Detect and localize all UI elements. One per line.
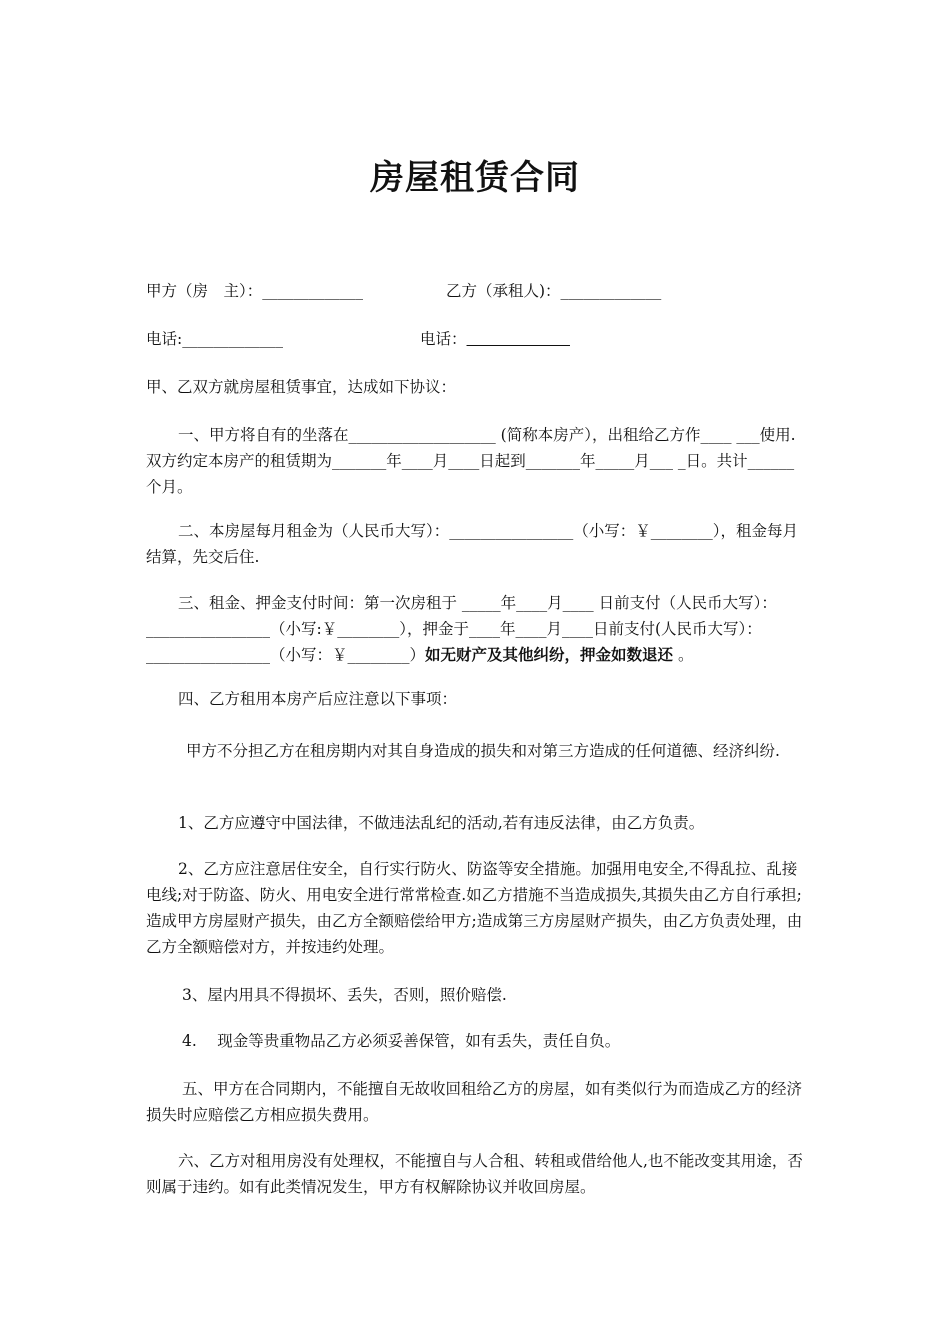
clause-3-text: 三、租金、押金支付时间：第一次房租于 _____年____月____ 日前支付（人民币大写）：________________（小写:￥________），押金于____年____月____日前支付(人民币大写）：________________（小写：￥________） <box>146 594 777 664</box>
party-b-field: 乙方（承租人)：_____________ <box>446 282 662 300</box>
clause-4: 四、乙方租用本房产后应注意以下事项： <box>178 690 458 708</box>
clause-3 <box>146 590 808 668</box>
liability-note: 甲方不分担乙方在租房期内对其自身造成的损失和对第三方造成的任何道德、经济纠纷. <box>186 742 780 760</box>
clause-6: 六、乙方对租用房没有处理权，不能擅自与人合租、转租或借给他人,也不能改变其用途，否则属于违约。如有此类情况发生，甲方有权解除协议并收回房屋。 <box>146 1152 803 1196</box>
clause-5: 五、甲方在合同期内，不能擅自无故收回租给乙方的房屋，如有类似行为而造成乙方的经济损失时应赔偿乙方相应损失费用。 <box>146 1080 803 1124</box>
clause-2: 二、本房屋每月租金为（人民币大写）：________________（小写：￥________），租金每月结算，先交后住. <box>146 522 799 566</box>
item-4: 4. 现金等贵重物品乙方必须妥善保管，如有丢失，责任自负。 <box>182 1032 621 1050</box>
party-a-field: 甲方（房 主）：_____________ <box>146 282 364 300</box>
item-2: 2、乙方应注意居住安全，自行实行防火、防盗等安全措施。加强用电安全,不得乱拉、乱接电线;对于防盗、防火、用电安全进行常常检查.如乙方措施不当造成损失,其损失由乙方自行承担;造成甲方房屋财产损失，由乙方全额赔偿给甲方;造成第三方房屋财产损失，由乙方负责处理，由乙方全额赔偿对方，并按违约处理。 <box>146 860 803 956</box>
clause-1: 一、甲方将自有的坐落在___________________ (简称本房产），出租给乙方作____ ___使用.双方约定本房产的租赁期为_______年____月____日起到_______年_____月___ _日。共计______个月。 <box>146 426 796 496</box>
party-b-phone-blank <box>467 330 570 348</box>
deposit-refund-note: 如无财产及其他纠纷，押金如数退还 <box>425 645 674 664</box>
item-1: 1、乙方应遵守中国法律，不做违法乱纪的活动,若有违反法律，由乙方负责。 <box>178 814 705 832</box>
party-b-phone <box>420 326 570 352</box>
party-a-phone: 电话:_____________ <box>146 330 283 348</box>
item-3: 3、屋内用具不得损坏、丢失，否则，照价赔偿. <box>182 986 507 1004</box>
intro-text: 甲、乙双方就房屋租赁事宜，达成如下协议： <box>146 378 457 396</box>
party-b-phone-label: 电话： <box>420 330 467 348</box>
page-title: 房屋租赁合同 <box>370 158 580 198</box>
clause-3-end: 。 <box>673 646 694 664</box>
